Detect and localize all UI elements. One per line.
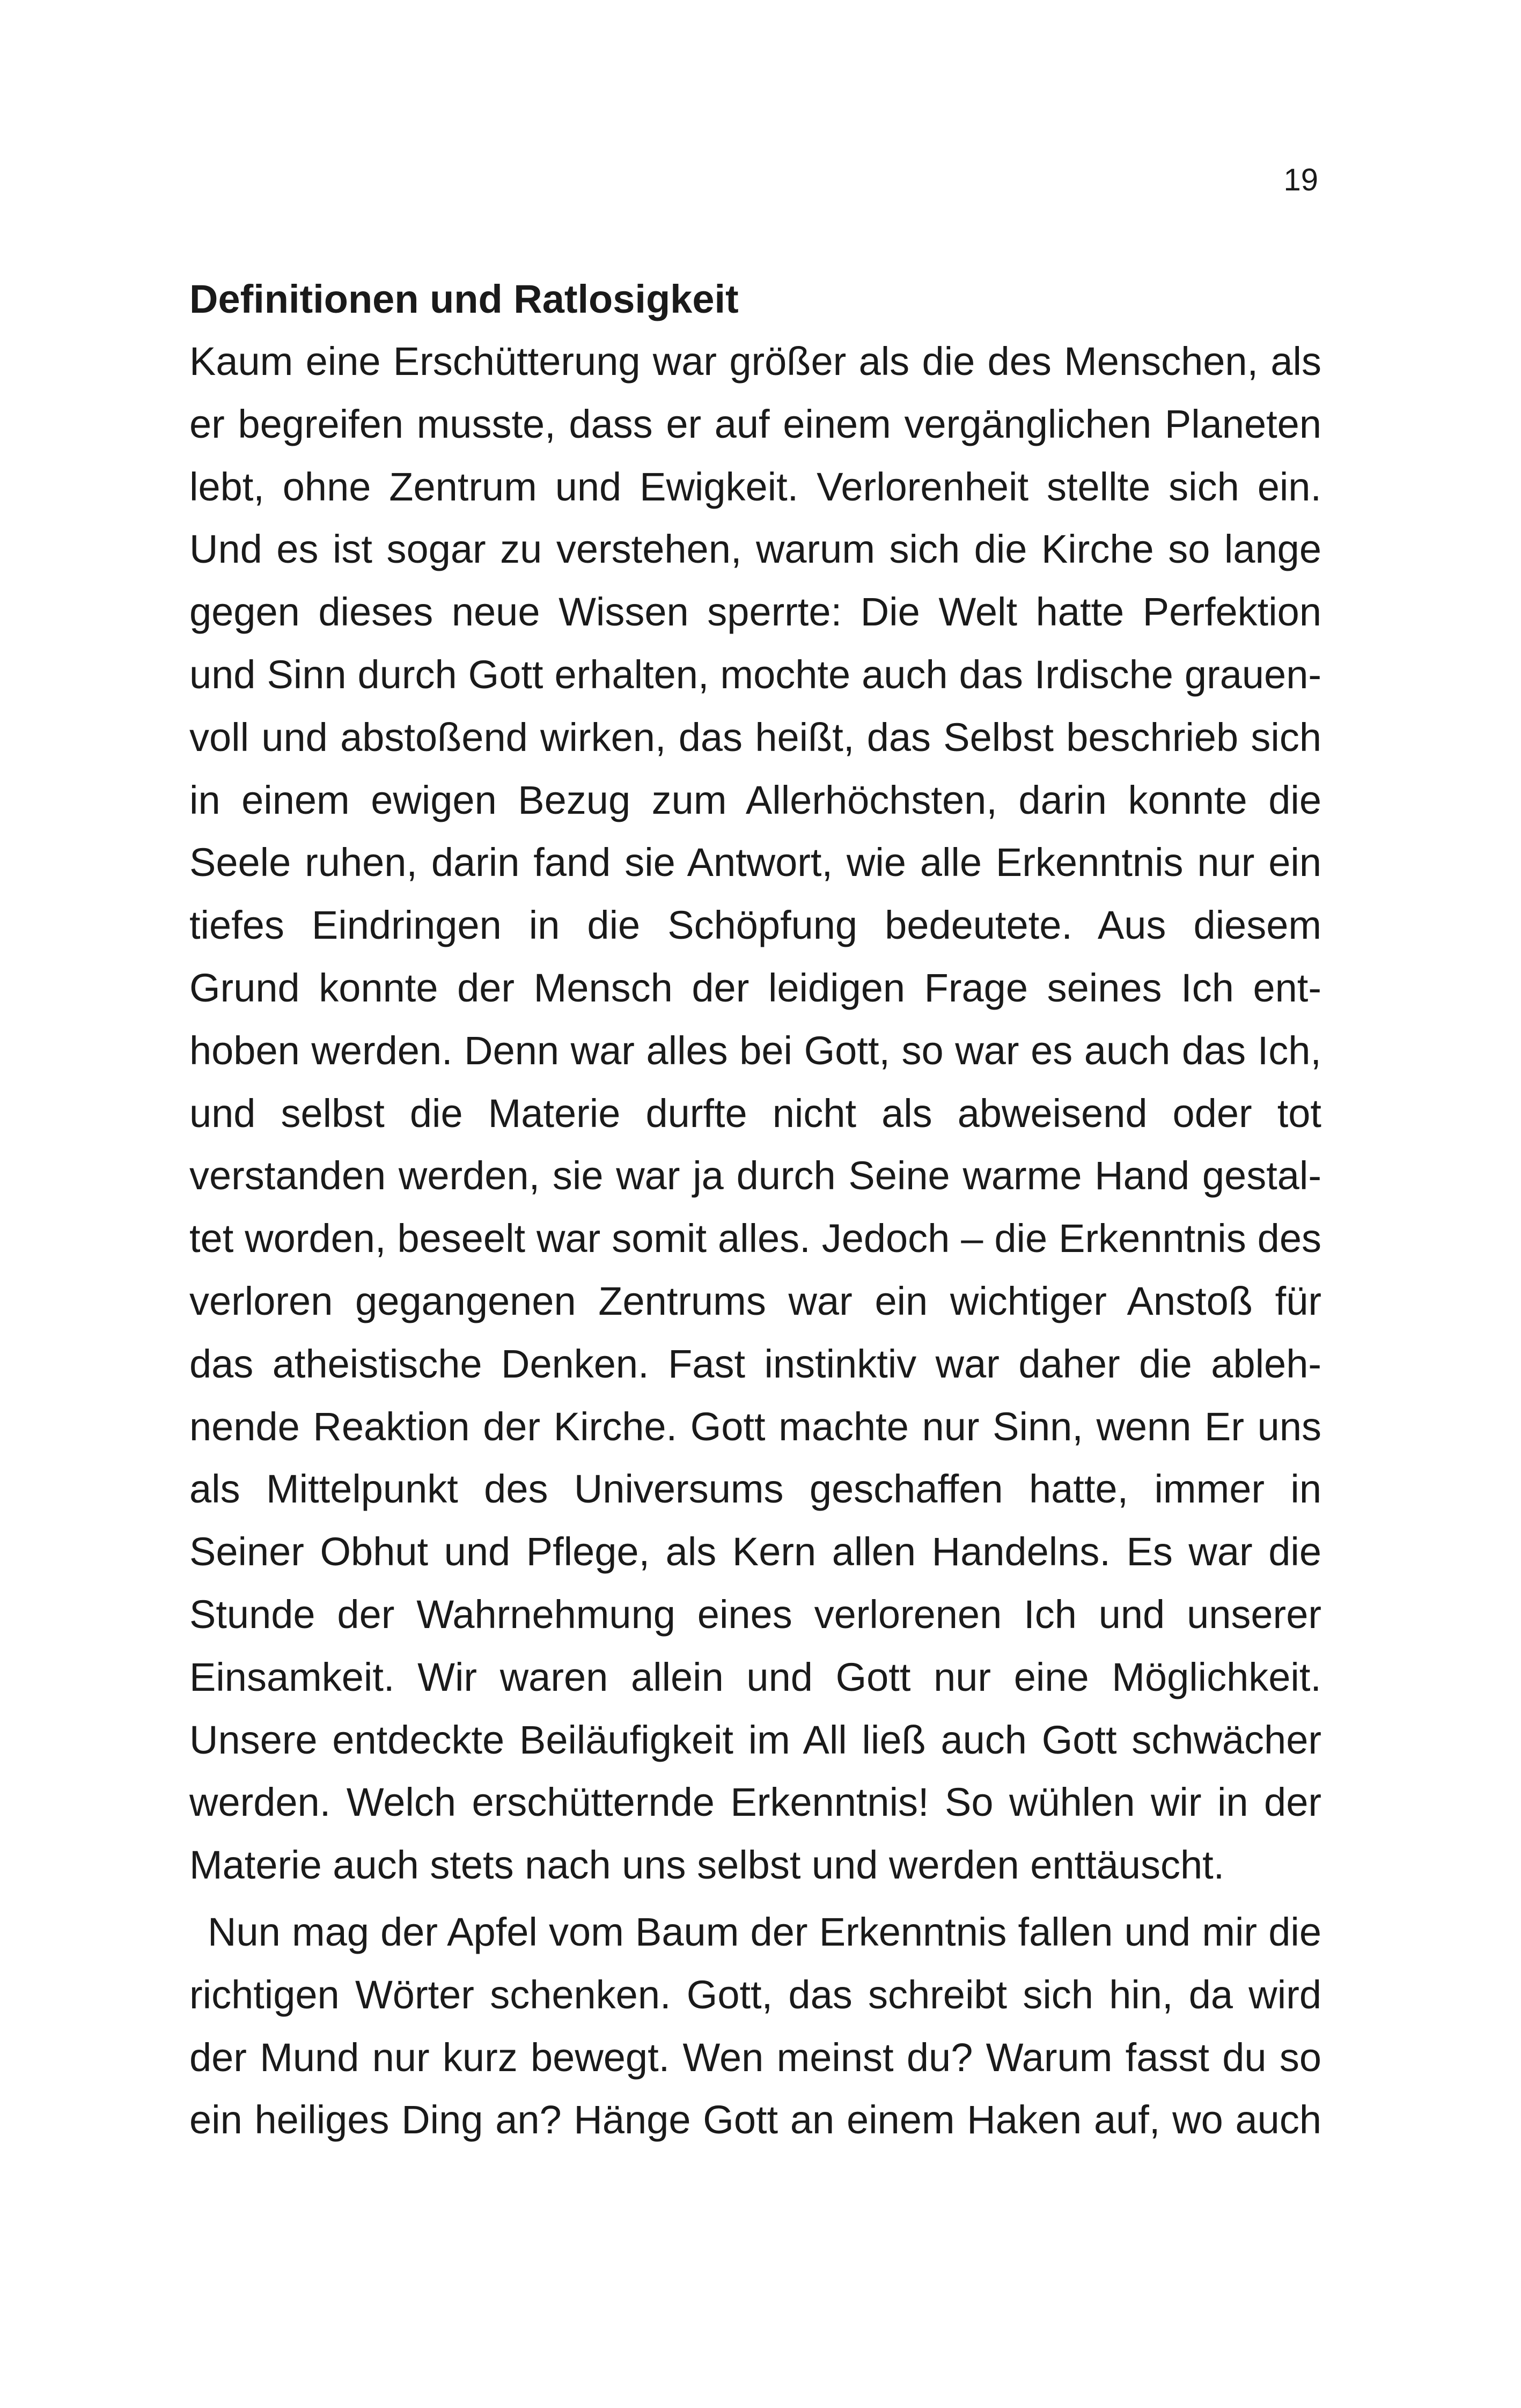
text-line: Grund konnte der Mensch der leidigen Frage seines Ich ent- <box>189 965 1321 1010</box>
text-line: Nun mag der Apfel vom Baum der Erkenntnis fallen und mir die <box>208 1909 1321 1954</box>
text-line: tet worden, beseelt war somit alles. Jedoch – die Erkenntnis des <box>189 1216 1321 1261</box>
text-line: Einsamkeit. Wir waren allein und Gott nur eine Möglichkeit. <box>189 1654 1321 1699</box>
text-line: gegen dieses neue Wissen sperrte: Die Welt hatte Perfektion <box>189 590 1321 635</box>
text-line: richtigen Wörter schenken. Gott, das schreibt sich hin, da wird <box>189 1972 1321 2017</box>
paragraph <box>189 1901 1321 2152</box>
text-line: tiefes Eindringen in die Schöpfung bedeutete. Aus diesem <box>189 903 1321 948</box>
text-line: verstanden werden, sie war ja durch Seine warme Hand gestal- <box>189 1153 1321 1198</box>
text-line: Stunde der Wahrnehmung eines verlorenen Ich und unserer <box>189 1592 1321 1637</box>
text-line: Und es ist sogar zu verstehen, warum sich die Kirche so lange <box>189 527 1321 572</box>
text-line: als Mittelpunkt des Universums geschaffen hatte, immer in <box>189 1467 1321 1512</box>
paragraph-gap <box>189 1897 1321 1901</box>
text-line: der Mund nur kurz bewegt. Wen meinst du? Warum fasst du so <box>189 2035 1321 2080</box>
text-line: nende Reaktion der Kirche. Gott machte nur Sinn, wenn Er uns <box>189 1404 1321 1449</box>
text-line: und selbst die Materie durfte nicht als abweisend oder tot <box>189 1091 1321 1136</box>
text-line: ein heiliges Ding an? Hänge Gott an einem Haken auf, wo auch <box>189 2097 1321 2142</box>
text-line: lebt, ohne Zentrum und Ewigkeit. Verlorenheit stellte sich ein. <box>189 464 1321 509</box>
text-line: Kaum eine Erschütterung war größer als die des Menschen, als <box>189 339 1321 384</box>
text-line: er begreifen musste, dass er auf einem vergänglichen Planeten <box>189 401 1321 446</box>
text-line: voll und abstoßend wirken, das heißt, das Selbst beschrieb sich <box>189 715 1321 760</box>
page-number: 19 <box>1283 163 1318 197</box>
text-line: und Sinn durch Gott erhalten, mochte auch das Irdische grauen- <box>189 652 1321 697</box>
text-line: Unsere entdeckte Beiläufigkeit im All ließ auch Gott schwächer <box>189 1717 1321 1762</box>
text-line: Seele ruhen, darin fand sie Antwort, wie alle Erkenntnis nur ein <box>189 840 1321 885</box>
text-line: Materie auch stets nach uns selbst und werden enttäuscht. <box>189 1843 1225 1888</box>
text-line: werden. Welch erschütternde Erkenntnis! So wühlen wir in der <box>189 1780 1321 1825</box>
paragraph <box>189 330 1321 1897</box>
text-line: hoben werden. Denn war alles bei Gott, so war es auch das Ich, <box>189 1028 1321 1073</box>
text-line: in einem ewigen Bezug zum Allerhöchsten, darin konnte die <box>189 777 1321 822</box>
text-line: das atheistische Denken. Fast instinktiv war daher die ableh- <box>189 1341 1321 1386</box>
text-line: Seiner Obhut und Pflege, als Kern allen Handelns. Es war die <box>189 1529 1321 1574</box>
section-heading: Definitionen und Ratlosigkeit <box>189 277 739 321</box>
text-line: verloren gegangenen Zentrums war ein wichtiger Anstoß für <box>189 1278 1321 1323</box>
page-content <box>189 268 1321 2152</box>
